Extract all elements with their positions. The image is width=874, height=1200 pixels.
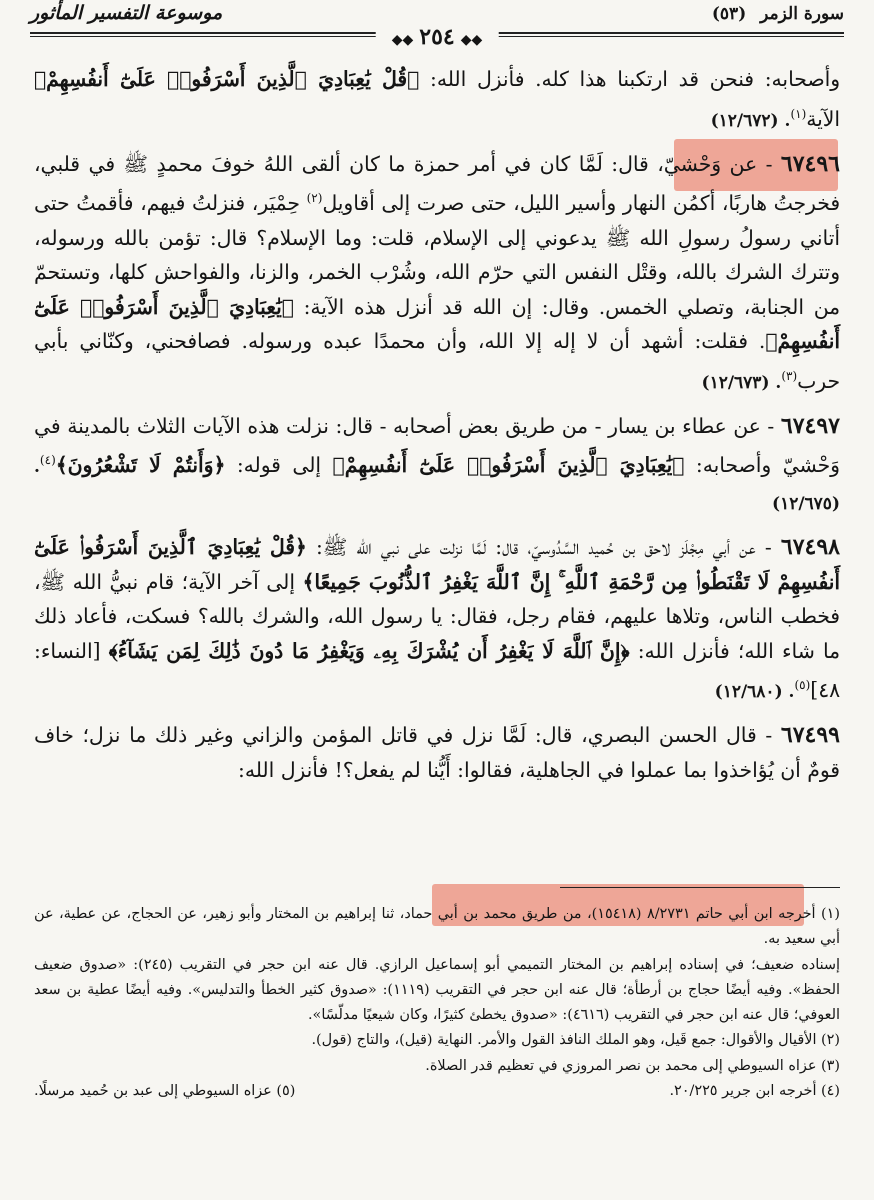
- footnote-1-grading: إسناده ضعيف؛ في إسناده إبراهيم بن المختار التميمي أبو إسماعيل الرازي. قال عنه ابن حجر في التقريب (٢٤٥): «صدوق ضعيف الحفظ». وفيه أيضًا حجاج بن أرطأة؛ قال عنه ابن حجر في التقريب (١١١٩): «صدوق كثير الخطأ والتدليس». وفيه أيضًا عطية بن سعد العوفي؛ قال عنه ابن حجر في التقريب (٤٦١٦): «صدوق يخطئ كثيرًا، وكان شيعيًا مدلّسًا».: [34, 956, 841, 1024]
- text-run: . فقلت: أشهد أن لا إله إلا الله، وأن محمدًا عبده ورسوله. فصافحني، وكنّاني بأبي حرب: [34, 329, 840, 393]
- text-run: وأصحابه: فنحن قد ارتكبنا هذا كله. فأنزل الله:: [430, 67, 840, 91]
- footnote-2: (٢) الأقيال والأقوال: جمع قَيل، وهو الملك النافذ القول والأمر. النهاية (قيل)، والتاج (قول).: [311, 1032, 840, 1049]
- quran-verse: ﴿يَٰعِبَادِيَ ٱلَّذِينَ أَسْرَفُوا۟ عَلَىٰٓ أَنفُسِهِمْ﴾: [34, 294, 840, 354]
- ornament-dots: ◆◆: [460, 32, 483, 48]
- footnote-marker[interactable]: (١): [790, 106, 807, 121]
- hadith-number: ٦٧٤٩٧: [780, 412, 840, 439]
- paragraph-continuation: [34, 62, 840, 138]
- quran-verse: ﴿يَٰعِبَادِيَ ٱلَّذِينَ أَسْرَفُوا۟ عَلَىٰٓ أَنفُسِهِمْ﴾: [332, 453, 685, 478]
- footnote-separator: [560, 887, 840, 888]
- text-run: حِمْيَر، فنزلتُ فيهم، فأقمتُ حتى أتاني رسولُ رسولِ الله ﷺ يدعوني إلى الإسلام، قلت: وما الإسلام؟ قال: تؤمن بالله ورسوله، وتترك الشرك بالله، وقتْل النفس التي حرّم الله، وشُرْب الخمر، والزنا، والفواحش كلها، وتستحمّ من الجنابة، وتصلي الخمس. وقال: إن الله قد أنزل هذه الآية:: [34, 191, 840, 319]
- text-run: إلى قوله:: [236, 453, 322, 478]
- text-run: - قال الحسن البصري، قال: لَمَّا نزل في قاتل المؤمن والزاني وغير ذلك ما نزل؛ خاف قومٌ أن يُؤاخذوا بما عملوا في الجاهلية، فقالوا: أَيُّنا لم يفعل؟! فأنزل الله:: [34, 723, 840, 782]
- volume-page-ref: . (١٢/٦٨٠): [714, 681, 795, 702]
- main-text: [34, 62, 840, 796]
- book-title: موسوعة التفسير المأثور: [30, 2, 223, 24]
- hadith-entry: [34, 147, 840, 400]
- footnote-row: [34, 1079, 840, 1104]
- volume-page-ref: . (١٢/٦٧٢): [710, 110, 791, 131]
- footnote-1: (١) أخرجه ابن أبي حاتم ٨/٢٧٣١ (١٥٤١٨)، من طريق محمد بن أبي حماد، ثنا إبراهيم بن المختار وأبو زهير، عن الحجاج، عن عطية، عن أبي سعيد به.: [34, 906, 840, 948]
- hadith-entry: [34, 530, 840, 709]
- footnotes: [34, 902, 840, 1104]
- hadith-number: ٦٧٤٩٨: [780, 534, 840, 561]
- footnote-3: (٣) عزاه السيوطي إلى محمد بن نصر المروزي في تعظيم قدر الصلاة.: [425, 1057, 840, 1074]
- quran-verse: ﴿وَأَنتُمْ لَا تَشْعُرُونَ﴾: [55, 453, 226, 478]
- text-run: - عن وَحْشيّ، قال: لَمَّا كان في أمر حمزة ما كان ألقى اللهُ خوفَ محمدٍ ﷺ في قلبي، فخرجتُ هاربًا، أكمُن النهار وأسير الليل، حتى صرت إلى أقاويل: [34, 151, 841, 216]
- volume-page-ref: . (١٢/٦٧٥): [34, 457, 840, 514]
- text-run: - عن أبي مِجْلَز لاحق بن حُميد السَّدُوسيّ، قال: لَمَّا نزلت على نبي الله ﷺ:: [315, 535, 772, 560]
- quran-verse: ﴿قُلْ يَٰعِبَادِيَ ٱلَّذِينَ أَسْرَفُوا۟ عَلَىٰٓ أَنفُسِهِمْ﴾: [34, 67, 420, 91]
- surah-title: سورة الزمر: [760, 4, 844, 24]
- hadith-entry: [34, 409, 840, 521]
- text-run: - عن عطاء بن يسار - من طريق بعض أصحابه - قال: نزلت هذه الآيات الثلاث بالمدينة في وَحْشيّ وأصحابه:: [34, 413, 840, 478]
- ornament-dots: ◆◆: [391, 32, 414, 48]
- footnote-marker[interactable]: (٥): [794, 678, 811, 693]
- footnote-4: (٤) أخرجه ابن جرير ٢٠/٢٢٥.: [669, 1083, 840, 1100]
- footnote-marker[interactable]: (٤): [39, 453, 56, 468]
- verse-source: [النساء: ٤٨]: [34, 638, 840, 702]
- page-number-box: [376, 24, 499, 50]
- footnote-5: (٥) عزاه السيوطي إلى عبد بن حُميد مرسلًا.: [34, 1083, 296, 1100]
- surah-number: (٥٣): [711, 4, 747, 24]
- footnote-marker[interactable]: (٢): [306, 191, 323, 206]
- volume-page-ref: . (١٢/٦٧٣): [701, 372, 782, 393]
- page-header: [30, 2, 844, 50]
- footnote-marker[interactable]: (٣): [781, 368, 798, 383]
- surah-heading: [712, 4, 844, 24]
- hadith-entry: [34, 718, 840, 787]
- page-number: ٢٥٤: [419, 24, 455, 50]
- hadith-number: ٦٧٤٩٩: [780, 722, 840, 749]
- quran-verse: ﴿إِنَّ ٱللَّهَ لَا يَغْفِرُ أَن يُشْرَكَ بِهِۦ وَيَغْفِرُ مَا دُونَ ذَٰلِكَ لِمَن يَشَآءُ﴾: [108, 638, 630, 663]
- text-run: إلى آخر الآية؛ قام نبيُّ الله ﷺ، فخطب الناس، وتلاها عليهم، فقام رجل، فقال: يا رسول الله، والشرك بالله؟ فسكت، فأعاد ذلك ما شاء الله؛ فأنزل الله:: [34, 569, 841, 663]
- hadith-number: ٦٧٤٩٦: [780, 150, 840, 177]
- quran-verse: ﴿قُلْ يَٰعِبَادِيَ ٱلَّذِينَ أَسْرَفُوا۟ عَلَىٰٓ أَنفُسِهِمْ لَا تَقْنَطُوا۟ مِن رَّحْمَةِ ٱللَّهِ ۚ إِنَّ ٱللَّهَ يَغْفِرُ ٱلذُّنُوبَ جَمِيعًا﴾: [34, 535, 840, 594]
- text-run: الآية: [806, 106, 840, 131]
